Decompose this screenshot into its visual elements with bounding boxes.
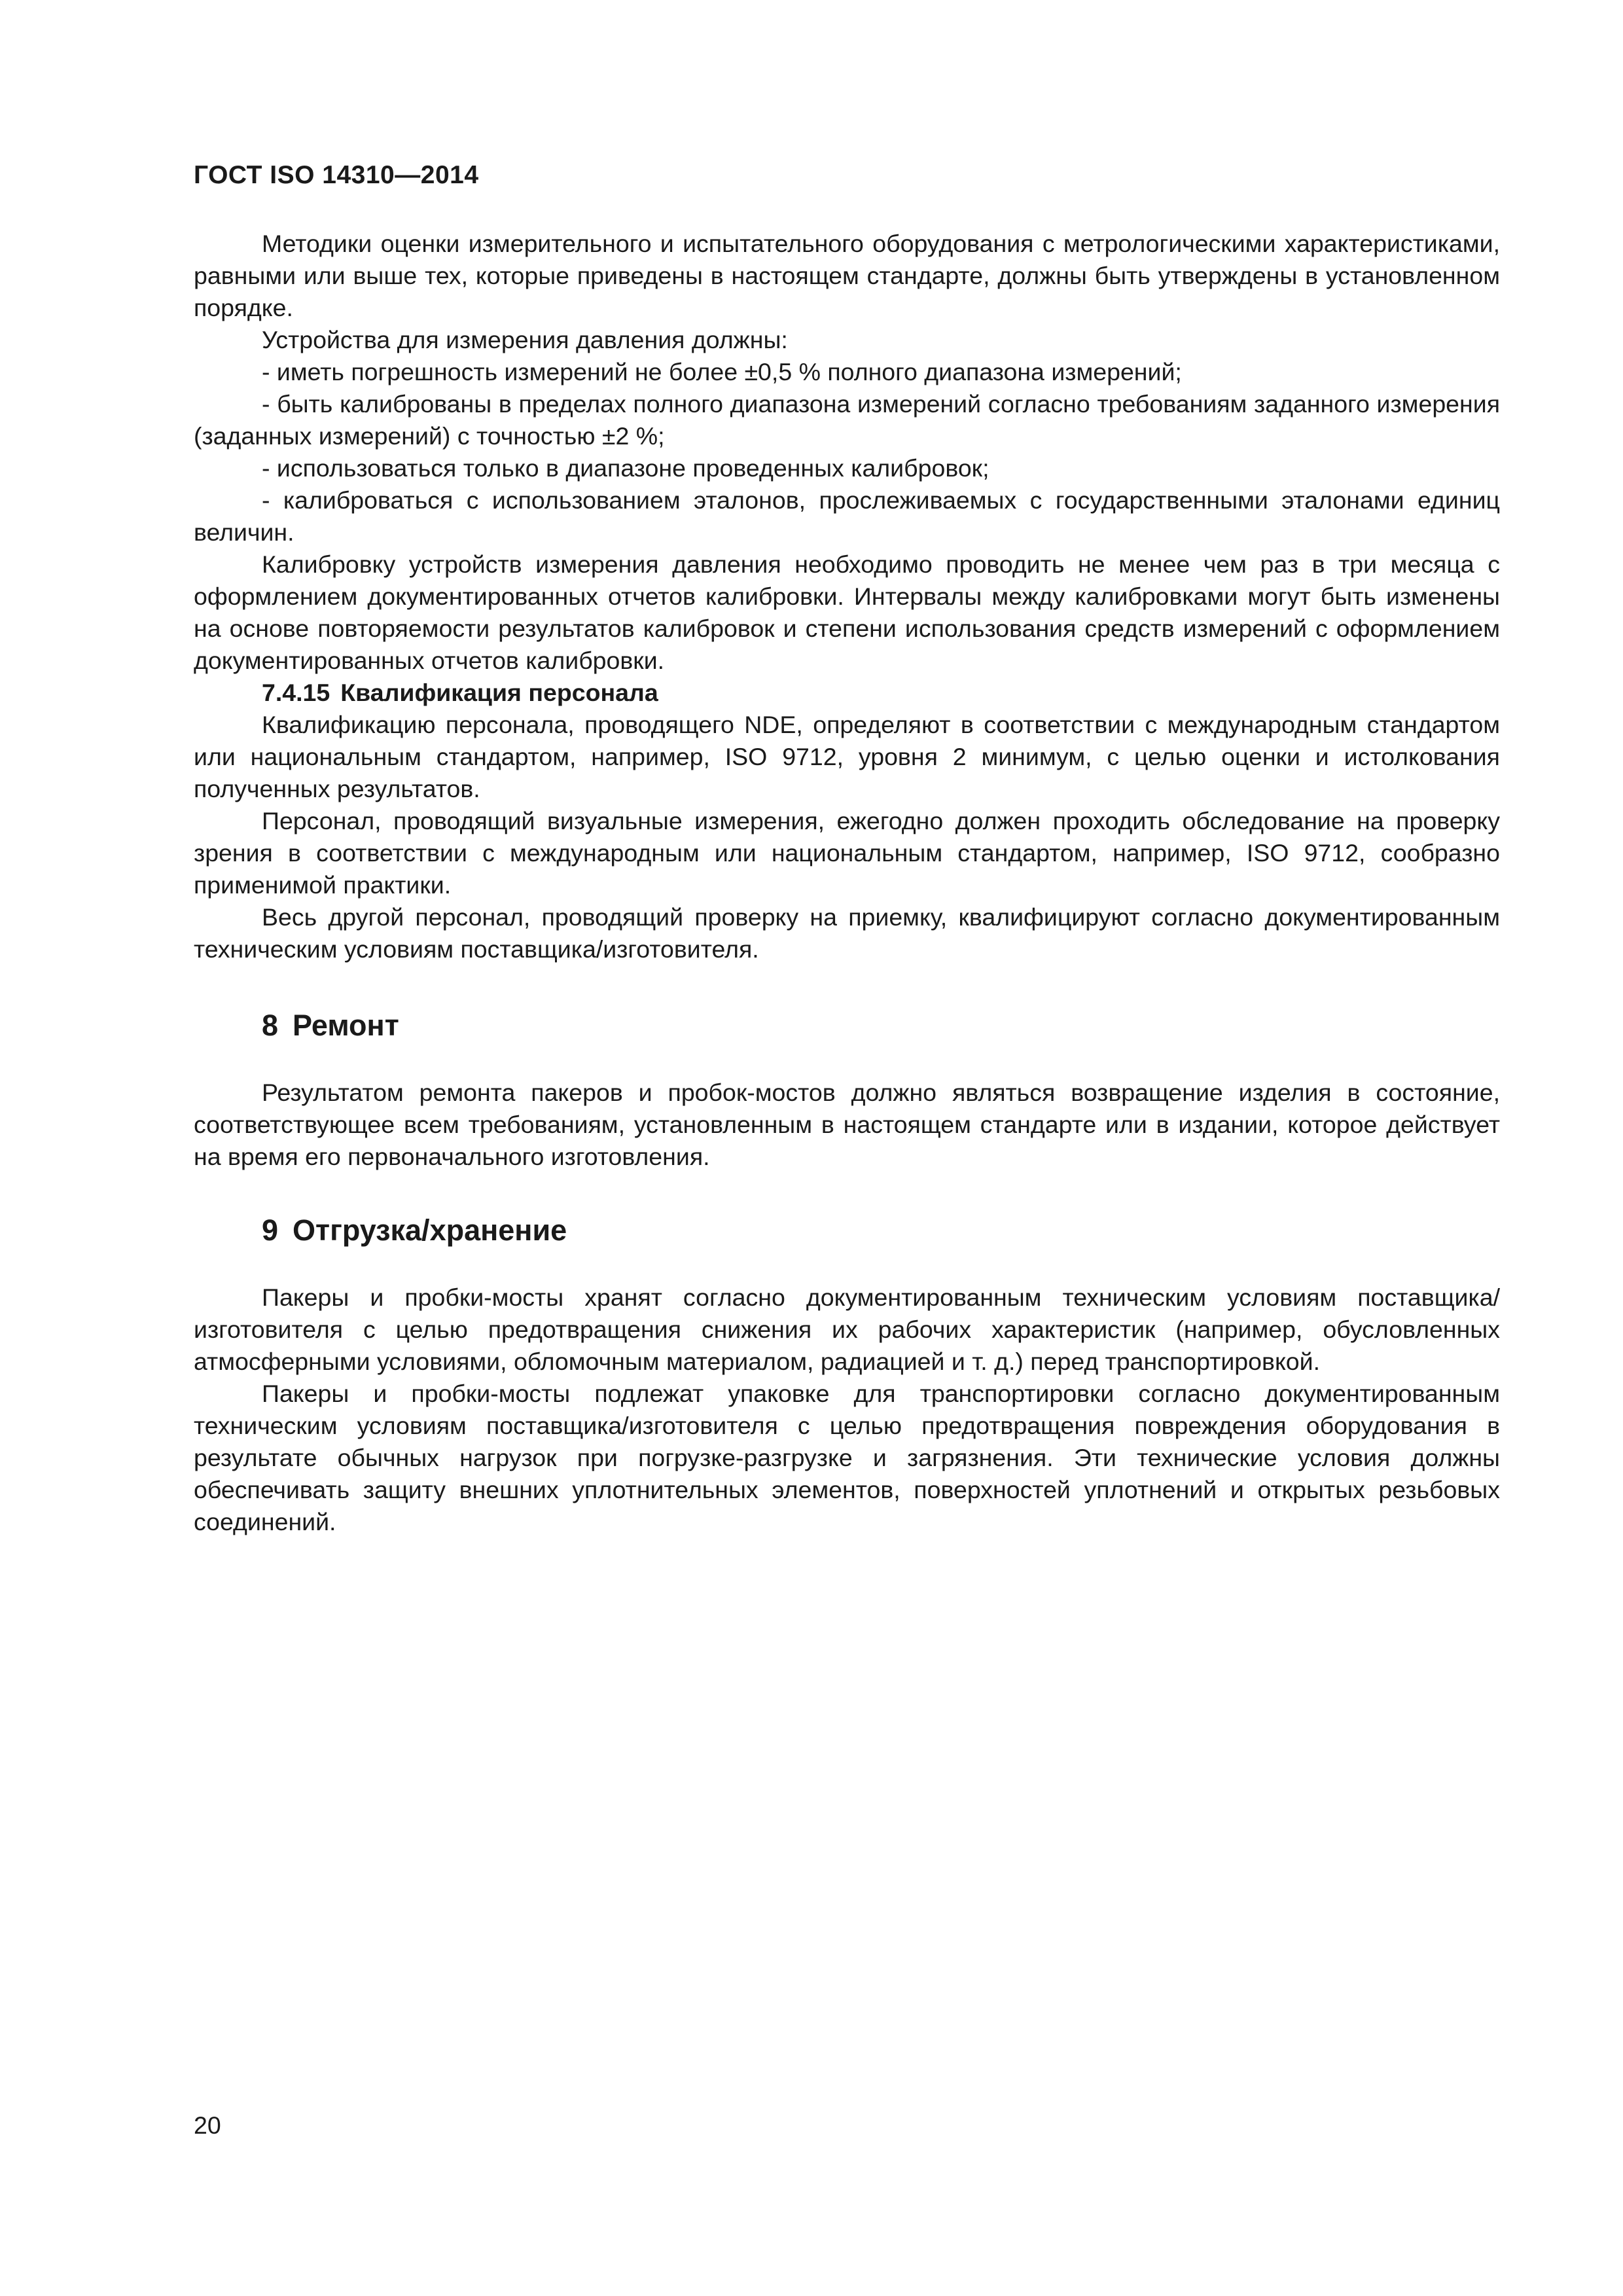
list-item: - быть калиброваны в пределах полного диапазона измерений согласно требованиям заданного измерения (заданных измерений) с точностью ±2 %; [194,390,1500,450]
list-item: - иметь погрешность измерений не более ±0,5 % полного диапазона измерений; [262,358,1182,386]
paragraph: Квалификацию персонала, проводящего NDE, определяют в соответствии с международным стандартом или национальным стандартом, например, ISO 9712, уровня 2 минимум, с целью оценки и истолкования полученных результатов. [194,711,1500,802]
paragraph: Пакеры и пробки-мосты подлежат упаковке для транспортировки согласно документированным техническим условиям поставщика/изготовителя с целью предотвращения повреждения оборудования в результате обычных нагрузок при погрузке-разгрузке и загрязнения. Эти технические условия должны обеспечивать защиту внешних уплотнительных элементов, поверхностей уплотнений и открытых резьбовых соединений. [194,1380,1500,1535]
section-heading [194,1007,1500,1044]
subsection-title: Квалификация персонала [340,679,658,706]
paragraph: Калибровку устройств измерения давления необходимо проводить не менее чем раз в три месяца с оформлением документированных отчетов калибровки. Интервалы между калибровками могут быть изменены на основе повторяемости результатов калибровок и степени использования средств измерений с оформлением документированных отчетов калибровки. [194,550,1500,674]
paragraph: Персонал, проводящий визуальные измерения, ежегодно должен проходить обследование на проверку зрения в соответствии с международным или национальным стандартом, например, ISO 9712, сообразно применимой практики. [194,807,1500,899]
subsection-number: 7.4.15 [262,679,330,706]
document-body [194,228,1500,1538]
paragraph: Методики оценки измерительного и испытательного оборудования с метрологическими характеристиками, равными или выше тех, которые приведены в настоящем стандарте, должны быть утверждены в установленном порядке. [194,230,1500,321]
paragraph: Результатом ремонта пакеров и пробок-мостов должно являться возвращение изделия в состояние, соответствующее всем требованиям, установленным в настоящем стандарте или в издании, которое действует на время его первоначального изготовления. [194,1079,1500,1170]
paragraph: Весь другой персонал, проводящий проверку на приемку, квалифицируют согласно документированным техническим условиям поставщика/изготовителя. [194,903,1500,963]
document-header: ГОСТ ISO 14310—2014 [194,161,479,189]
page-number: 20 [194,2111,221,2139]
section-number: 9 [262,1213,279,1247]
paragraph: Устройства для измерения давления должны: [262,326,788,353]
list-item: - калиброваться с использованием эталонов, прослеживаемых с государственными эталонами единиц величин. [194,486,1500,546]
section-title: Отгрузка/хранение [293,1213,567,1247]
section-title: Ремонт [293,1009,399,1042]
subsection-heading [194,677,1500,709]
section-heading [194,1212,1500,1249]
section-number: 8 [262,1009,279,1042]
list-item: - использоваться только в диапазоне проведенных калибровок; [262,454,990,482]
paragraph: Пакеры и пробки-мосты хранят согласно документированным техническим условиям поставщика/изготовителя с целью предотвращения снижения их рабочих характеристик (например, обусловленных атмосферными условиями, обломочным материалом, радиацией и т. д.) перед транспортировкой. [194,1283,1500,1375]
